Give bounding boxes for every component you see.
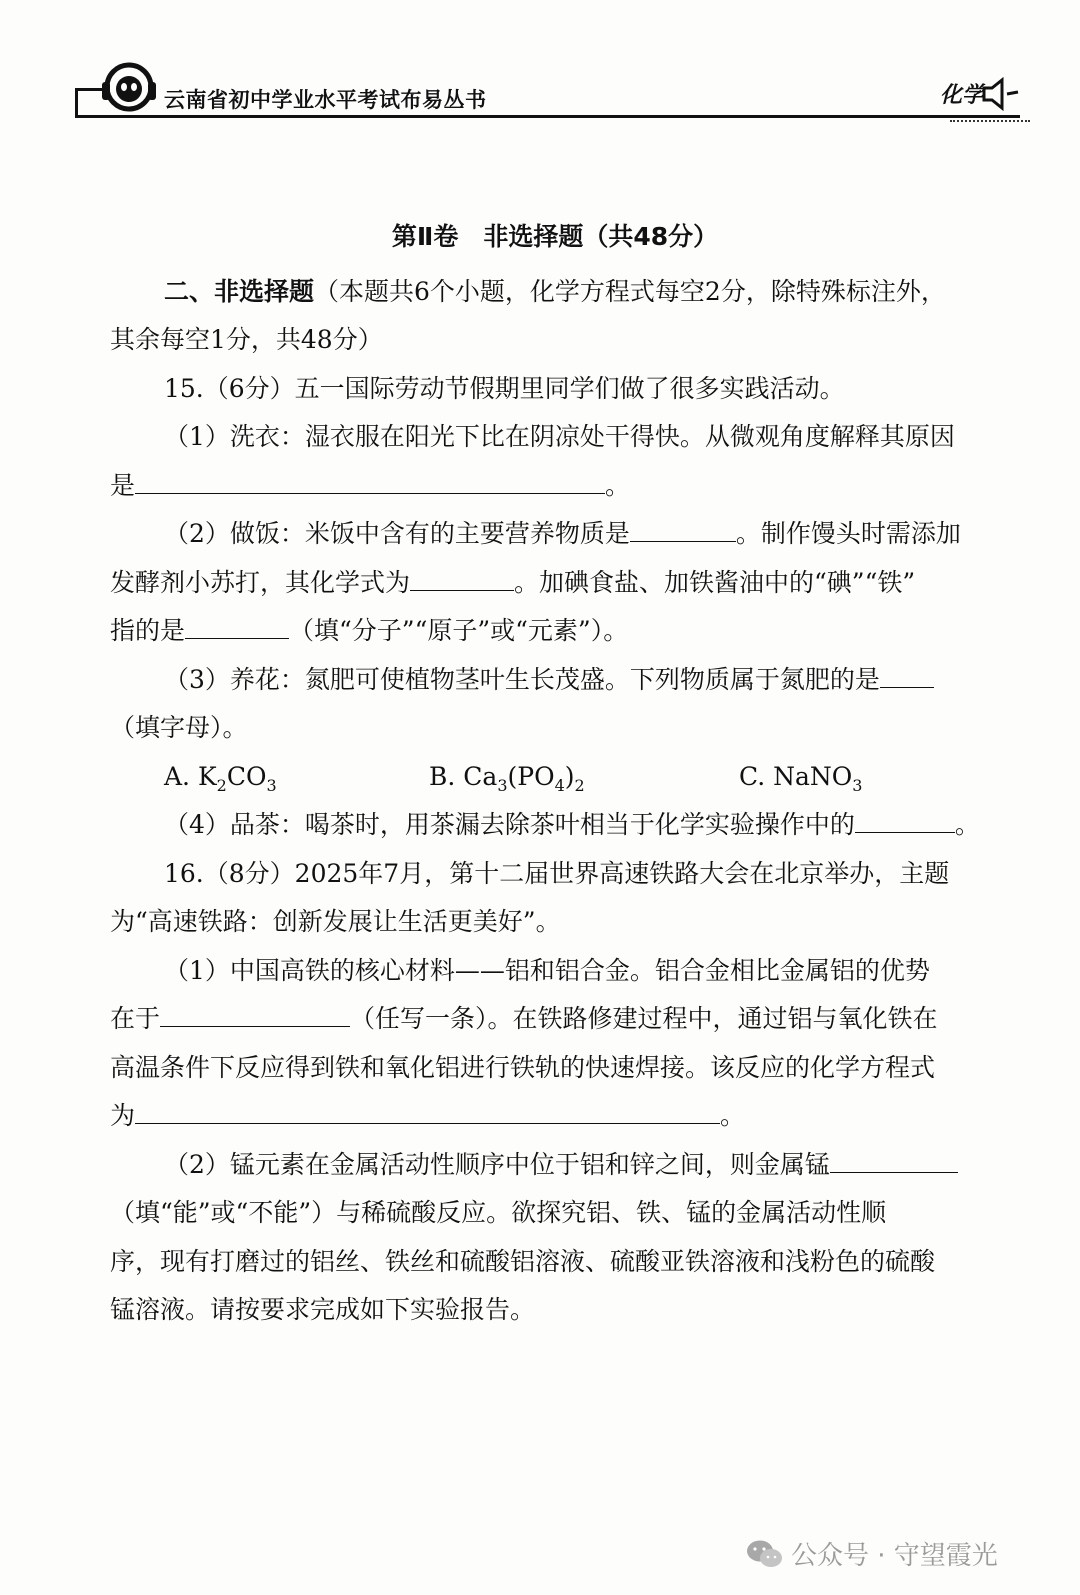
choice-c-text: C. NaNO	[739, 761, 853, 791]
intro-text-1: （本题共6个小题，化学方程式每空2分，除特殊标注外，	[314, 276, 946, 306]
answer-blank-15-3[interactable]	[880, 657, 934, 688]
choice-a-text-1: A. K	[164, 761, 217, 791]
subject-label: 化学	[940, 83, 985, 108]
answer-blank-15-2a[interactable]	[630, 511, 736, 542]
answer-blank-16-2[interactable]	[830, 1142, 958, 1173]
q15-p3-text: （3）养花：氮肥可使植物茎叶生长茂盛。下列物质属于氮肥的是	[164, 664, 880, 694]
q16-p1-line2	[110, 995, 1000, 1044]
choice-b-sub-3: 2	[574, 775, 585, 795]
q15-p2-line3	[110, 607, 1000, 656]
choice-a-sub-1: 2	[216, 775, 227, 795]
q15-p3-line1	[110, 656, 1000, 705]
answer-blank-16-1a[interactable]	[160, 996, 350, 1027]
q16-p1-period: 。	[720, 1101, 746, 1130]
q15-p2-text-1: （2）做饭：米饭中含有的主要营养物质是	[164, 519, 630, 548]
q15-p1-period: 。	[605, 470, 631, 500]
q16-stem-line2: 为“高速铁路：创新发展让生活更美好”。	[110, 907, 561, 936]
watermark-text: 公众号 · 守望霞光	[791, 1541, 998, 1571]
intro-line-2: 其余每空1分，共48分）	[110, 325, 383, 354]
series-title: 云南省初中学业水平考试布易丛书	[164, 88, 487, 112]
choice-b-sub-2: 4	[554, 775, 565, 795]
choice-b-text-2: (PO	[507, 761, 555, 791]
q16-p2-line4: 锰溶液。请按要求完成如下实验报告。	[110, 1295, 536, 1324]
choice-b-text-3: )	[564, 761, 575, 791]
q15-p4-text: （4）品茶：喝茶时，用茶漏去除茶叶相当于化学实验操作中的	[164, 810, 855, 839]
intro-label: 二、非选择题	[164, 276, 315, 306]
exam-content	[110, 205, 1000, 1335]
q15-choices	[110, 753, 1000, 802]
q16-p2-line1	[110, 1141, 1000, 1190]
choice-b-sub-1: 3	[497, 775, 508, 795]
page-header	[70, 52, 1030, 122]
q15-p2-text-6: （填“分子”“原子”或“元素”）。	[289, 616, 629, 645]
q16-p1-line1: （1）中国高铁的核心材料——铝和铝合金。铝合金相比金属铝的优势	[164, 955, 930, 985]
q16-p2-line3: 序，现有打磨过的铝丝、铁丝和硫酸铝溶液、硫酸亚铁溶液和浅粉色的硫酸	[110, 1246, 936, 1276]
q16-p1-wei: 为	[110, 1101, 136, 1130]
q15-p2-line2	[110, 559, 1000, 608]
q15-p1-line1: （1）洗衣：湿衣服在阳光下比在阴凉处干得快。从微观角度解释其原因	[164, 422, 955, 451]
choice-a[interactable]	[164, 753, 429, 802]
q15-p4-period: 。	[954, 810, 980, 839]
q16-p1-text-1: 在于	[110, 1004, 161, 1033]
choice-a-text-2: CO	[226, 761, 267, 791]
choice-c[interactable]	[739, 753, 862, 802]
headphones-logo-icon	[98, 54, 160, 116]
answer-blank-15-2c[interactable]	[185, 608, 289, 639]
q16-p2-text-1: （2）锰元素在金属活动性顺序中位于铝和锌之间，则金属锰	[164, 1149, 830, 1179]
q15-p4	[110, 801, 1000, 850]
q15-p2-text-2: 。制作馒头时需添加	[735, 519, 961, 548]
answer-blank-15-1[interactable]	[135, 463, 605, 494]
q16-p1-line3: 高温条件下反应得到铁和氧化铝进行铁轨的快速焊接。该反应的化学方程式	[110, 1052, 936, 1082]
q15-p1-shi: 是	[110, 470, 136, 500]
choice-b[interactable]	[429, 753, 739, 802]
q15-p3-line2: （填字母）。	[110, 713, 248, 742]
section-title: 第Ⅱ卷 非选择题（共48分）	[391, 222, 719, 251]
header-rule	[75, 115, 1020, 118]
choice-b-text-1: B. Ca	[429, 761, 498, 791]
q15-p2-text-3: 发酵剂小苏打，其化学式为	[110, 567, 411, 597]
header-dotted-rule	[950, 120, 1030, 122]
q16-p2-line2: （填“能”或“不能”）与稀硫酸反应。欲探究铝、铁、锰的金属活动性顺	[110, 1198, 887, 1227]
header-rule-left	[75, 88, 78, 116]
wechat-icon	[745, 1538, 785, 1570]
q16-p1-text-2: （任写一条）。在铁路修建过程中，通过铝与氧化铁在	[350, 1004, 938, 1033]
q15-p2-line1	[110, 510, 1000, 559]
header-rule-hook	[75, 88, 103, 91]
answer-blank-15-2b[interactable]	[410, 560, 514, 591]
intro-line-1	[110, 268, 1000, 317]
q16-p1-line4	[110, 1092, 1000, 1141]
choice-c-sub: 3	[852, 775, 863, 795]
watermark	[745, 1535, 998, 1572]
answer-blank-15-4[interactable]	[855, 802, 955, 833]
choice-a-sub-2: 3	[266, 775, 277, 795]
q15-stem: 15.（6分）五一国际劳动节假期里同学们做了很多实践活动。	[164, 373, 845, 403]
q15-p2-text-4: 。加碘食盐、加铁酱油中的“碘”“铁”	[514, 567, 916, 597]
q15-p1-line2	[110, 462, 1000, 511]
answer-blank-16-1b[interactable]	[135, 1093, 720, 1124]
q15-p2-text-5: 指的是	[110, 616, 186, 645]
speaker-icon	[980, 76, 1020, 112]
q16-stem-line1: 16.（8分）2025年7月，第十二届世界高速铁路大会在北京举办，主题	[164, 858, 950, 888]
